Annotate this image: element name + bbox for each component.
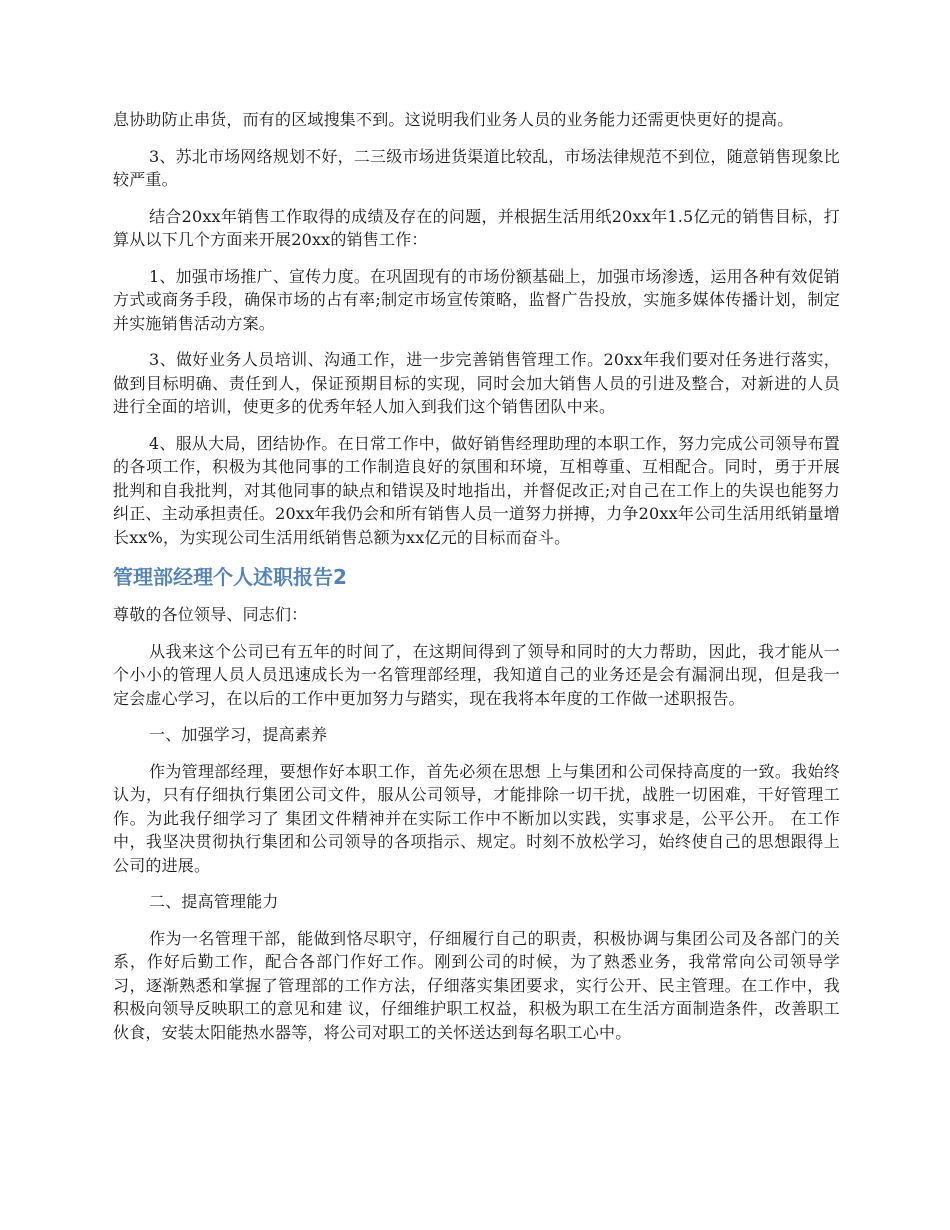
paragraph: 3、做好业务人员培训、沟通工作，进一步完善销售管理工作。20xx年我们要对任务进行落实，做到目标明确、责任到人，保证预期目标的实现，同时会加大销售人员的引进及整合，对新进的人员进行全面的培训，使更多的优秀年轻人加入到我们这个销售团队中来。 (113, 350, 840, 416)
section-title: 管理部经理个人述职报告2 (113, 565, 347, 589)
paragraph: 1、加强市场推广、宣传力度。在巩固现有的市场份额基础上，加强市场渗透，运用各种有效促销方式或商务手段，确保市场的占有率;制定市场宣传策略，监督广告投放，实施多媒体传播计划，制定并实施销售活动方案。 (113, 266, 840, 333)
paragraph: 息协助防止串货，而有的区域搜集不到。这说明我们业务人员的业务能力还需更快更好的提高。 (113, 110, 794, 129)
paragraph: 作为管理部经理，要想作好本职工作，首先必须在思想 上与集团和公司保持高度的一致。我始终认为，只有仔细执行集团公司文件，服从公司领导，才能排除一切干扰，战胜一切困难，干好管理工作。为此我仔细学习了 集团文件精神并在实际工作中不断加以实践，实事求是，公平公开。 在工作中，我坚决贯彻执行集团和公司领导的各项指示、规定。时刻不放松学习，始终使自己的思想跟得上公司的进展。 (113, 761, 840, 875)
paragraph: 结合20xx年销售工作取得的成绩及存在的问题，并根据生活用纸20xx年1.5亿元的销售目标，打算从以下几个方面来开展20xx的销售工作： (113, 206, 840, 249)
paragraph: 从我来这个公司已有五年的时间了，在这期间得到了领导和同时的大力帮助，因此，我才能从一个小小的管理人员人员迅速成长为一名管理部经理，我知道自己的业务还是会有漏洞出现，但是我一定会虚心学习，在以后的工作中更加努力与踏实，现在我将本年度的工作做一述职报告。 (113, 641, 840, 708)
paragraph: 3、苏北市场网络规划不好，二三级市场进货渠道比较乱，市场法律规范不到位，随意销售现象比较严重。 (113, 146, 840, 189)
paragraph: 4、服从大局，团结协作。在日常工作中，做好销售经理助理的本职工作，努力完成公司领导布置的各项工作，积极为其他同事的工作制造良好的氛围和环境，互相尊重、互相配合。同时，勇于开展批判和自我批判，对其他同事的缺点和错误及时地指出，并督促改正;对自己在工作上的失误也能努力纠正、主动承担责任。20xx年我仍会和所有销售人员一道努力拼搏，力争20xx年公司生活用纸销量增长xx%，为实现公司生活用纸销售总额为xx亿元的目标而奋斗。 (113, 433, 840, 547)
salutation: 尊敬的各位领导、同志们： (113, 605, 308, 624)
document-page (113, 108, 840, 1044)
paragraph: 作为一名管理干部，能做到恪尽职守，仔细履行自己的职责，积极协调与集团公司及各部门的关系，作好后勤工作，配合各部门作好工作。刚到公司的时候，为了熟悉业务，我常常向公司领导学习，逐渐熟悉和掌握了管理部的工作方法，仔细落实集团要求，实行公开、民主管理。在工作中，我积极向领导反映职工的意见和建 议，仔细维护职工权益，积极为职工在生活方面制造条件，改善职工伙食，安装太阳能热水器等，将公司对职工的关怀送达到每名职工心中。 (113, 928, 840, 1042)
subheading: 一、加强学习，提高素养 (149, 725, 328, 744)
subheading: 二、提高管理能力 (149, 892, 279, 911)
